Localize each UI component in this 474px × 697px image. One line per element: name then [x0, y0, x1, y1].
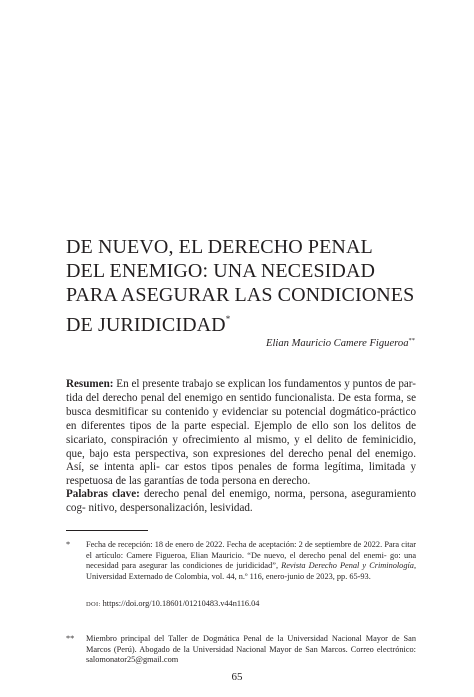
abstract-line-1: En el presente trabajo se explican los fundamentos y puntos de par- — [116, 378, 416, 390]
footnote-2-marker: ** — [66, 634, 75, 643]
title-line-4 — [66, 307, 426, 337]
footnote-1-text — [86, 540, 416, 583]
doi-label: DOI: — [86, 601, 101, 608]
footnote-2-text — [86, 634, 416, 666]
abstract — [66, 378, 416, 489]
doi-link[interactable]: https://doi.org/10.18601/01210483.v44n116.04 — [102, 599, 260, 608]
footnote-1-line-2: citar el artículo: Camere Figueroa, Elian Mauricio. “De nuevo, el derecho penal del enemi- — [86, 540, 417, 560]
abstract-line-2: tida del derecho penal del enemigo en sentido funcionalista. De esta forma, se — [66, 391, 416, 404]
footnote-1-journal-b: Criminología — [369, 561, 414, 571]
footnote-separator — [66, 530, 148, 531]
footnote-1-marker: * — [66, 540, 71, 549]
title-footnote-marker[interactable]: * — [225, 314, 231, 324]
footnote-1-doi-text — [86, 599, 416, 611]
title-line-3: PARA ASEGURAR LAS CONDICIONES — [66, 284, 415, 306]
abstract-label: Resumen: — [66, 378, 114, 390]
footnote-2-line-2: Marcos (Perú). Abogado de la Universidad Nacional Mayor de San Marcos. Correo electrónico: — [86, 644, 416, 654]
abstract-line-4: diferentes tipos de la parte especial. Ejemplo de ello son los delitos de sicariato, — [66, 419, 416, 446]
abstract-line-6: perspectiva, son expresiones del derecho penal del enemigo. Así, se intenta apli- — [66, 447, 416, 474]
keywords-label: Palabras clave: — [66, 488, 140, 500]
article-title — [66, 235, 426, 337]
footnote-1-line-5: 65-93. — [349, 572, 371, 582]
author-byline — [266, 337, 415, 349]
abstract-line-7: car estos tipos penales de forma legítima, limitada y respetuosa de las garantías — [66, 461, 417, 488]
abstract-line-5: conspiración y ofrecimiento al mismo, y el delito de feminicidio, que, bajo esta — [66, 433, 416, 460]
author-name: Elian Mauricio Camere Figueroa — [265, 338, 409, 349]
footnote-1-line-4: , Universidad Externado de Colombia, vol. 44, n.º 116, enero-junio de 2023, pp. — [86, 561, 417, 582]
keywords-line-2: nitivo, despersonalización, lesividad. — [88, 501, 253, 514]
page-number: 65 — [231, 671, 243, 683]
title-line-1: DE NUEVO, EL DERECHO PENAL — [66, 236, 373, 258]
footnote-1-line-3: go: una necesidad para asegurar las condiciones de juridicidad”, — [86, 550, 417, 571]
abstract-line-3: busca desmitificar su contenido y evidenciar su potencial dogmático-práctico en — [66, 405, 416, 432]
author-footnote-marker[interactable]: ** — [408, 337, 415, 344]
keywords — [66, 488, 416, 516]
abstract-line-8: de toda persona en derecho. — [186, 475, 311, 488]
footnote-1-line-1: Fecha de recepción: 18 de enero de 2022. Fecha de aceptación: 2 de septiembre de 2022. Para — [86, 540, 400, 549]
title-line-4-text: DE JURIDICIDAD — [66, 314, 226, 336]
footnote-2-email[interactable]: salomonator25@gmail.com — [86, 655, 179, 665]
footnote-1-journal-a: Revista Derecho Penal y — [281, 561, 367, 571]
title-line-2: DEL ENEMIGO: UNA NECESIDAD — [66, 260, 376, 282]
keywords-line-1: derecho penal del enemigo, norma, persona, aseguramiento cog- — [66, 488, 416, 514]
footnote-2-line-1: Miembro principal del Taller de Dogmática Penal de la Universidad Nacional Mayor de San — [86, 634, 416, 643]
